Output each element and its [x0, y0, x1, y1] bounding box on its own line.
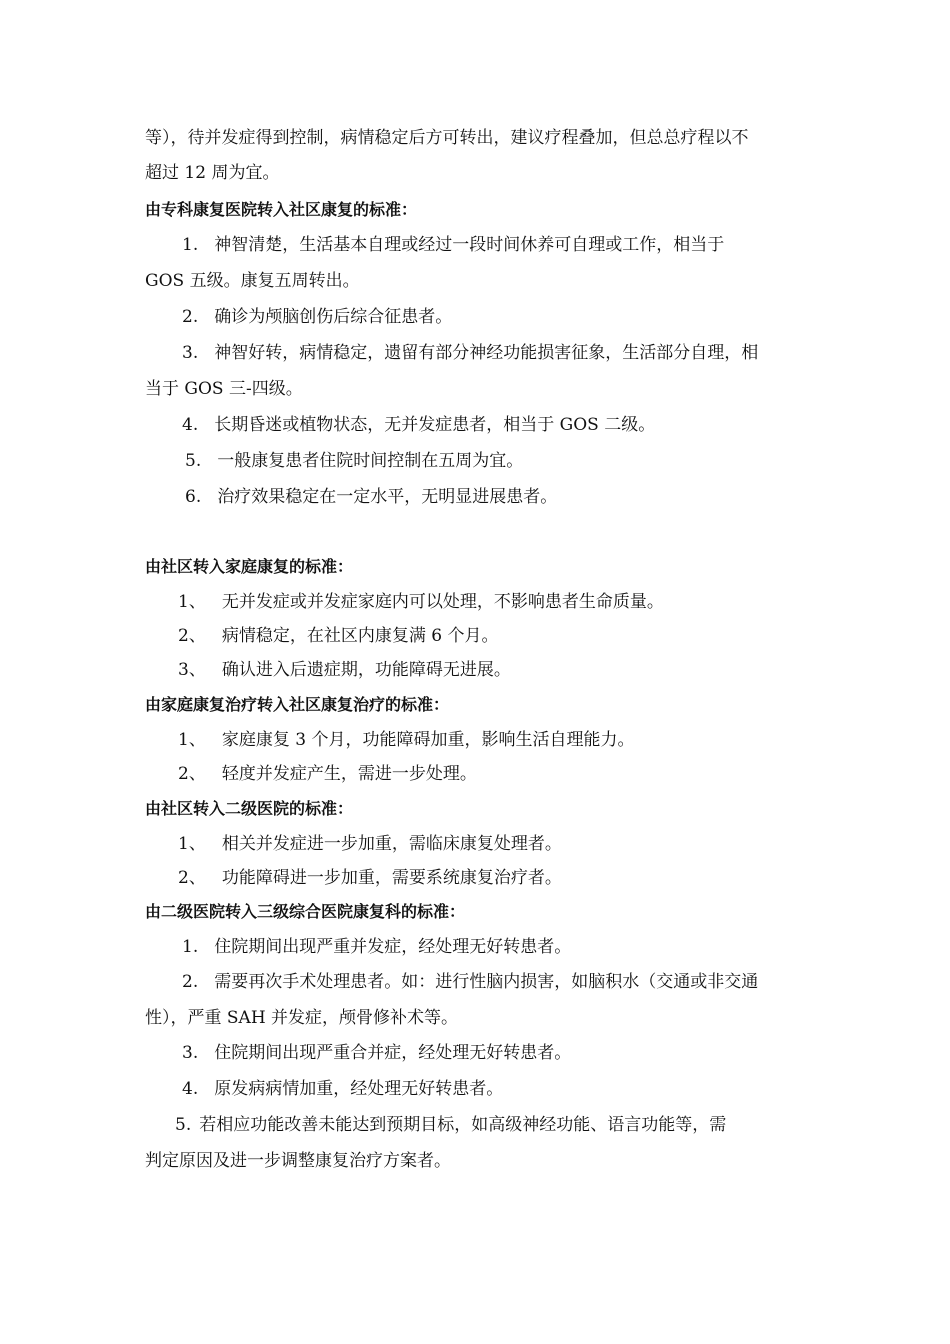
item-text: 相关并发症进一步加重，需临床康复处理者。	[221, 834, 562, 854]
list-item	[145, 305, 810, 329]
item-text: 神智好转，病情稳定，遗留有部分神经功能损害征象，生活部分自理，相	[214, 343, 759, 363]
item-text-continuation: GOS 五级。康复五周转出。	[145, 271, 360, 291]
item-number: 4.	[182, 1079, 199, 1099]
section-heading: 由家庭康复治疗转入社区康复治疗的标准：	[145, 695, 450, 714]
item-number: 1.	[182, 937, 199, 957]
list-item	[145, 590, 810, 614]
intro-line: 超过 12 周为宜。	[145, 163, 280, 183]
item-text: 家庭康复 3 个月，功能障碍加重，影响生活自理能力。	[221, 730, 635, 750]
item-text: 轻度并发症产生，需进一步处理。	[221, 764, 477, 784]
item-text-continuation: 性），严重 SAH 并发症，颅骨修补术等。	[145, 1008, 459, 1028]
list-item	[145, 485, 810, 509]
item-text: 住院期间出现严重合并症，经处理无好转患者。	[214, 1043, 572, 1063]
item-number: 1.	[182, 235, 199, 255]
list-item	[145, 1077, 810, 1101]
list-item	[145, 449, 810, 473]
item-number: 2.	[182, 307, 199, 327]
item-number: 5.	[175, 1115, 192, 1135]
item-text: 需要再次手术处理患者。如：进行性脑内损害，如脑积水（交通或非交通	[214, 972, 759, 992]
item-text: 病情稳定，在社区内康复满 6 个月。	[221, 626, 499, 646]
list-item	[145, 233, 810, 257]
list-item	[145, 970, 810, 994]
item-number: 4.	[182, 415, 199, 435]
section-heading: 由二级医院转入三级综合医院康复科的标准：	[145, 902, 466, 921]
list-item	[145, 1041, 810, 1065]
list-item	[145, 762, 810, 786]
list-item	[145, 728, 810, 752]
item-text: 长期昏迷或植物状态，无并发症患者，相当于 GOS 二级。	[214, 415, 656, 435]
item-number: 3、	[178, 660, 206, 680]
item-text: 住院期间出现严重并发症，经处理无好转患者。	[214, 937, 572, 957]
item-text: 无并发症或并发症家庭内可以处理，不影响患者生命质量。	[221, 592, 664, 612]
list-item	[145, 1113, 810, 1137]
item-text: 原发病病情加重，经处理无好转患者。	[214, 1079, 504, 1099]
intro-line: 等），待并发症得到控制，病情稳定后方可转出，建议疗程叠加，但总总疗程以不	[145, 128, 749, 148]
item-text: 确诊为颅脑创伤后综合征患者。	[214, 307, 453, 327]
section-heading: 由社区转入家庭康复的标准：	[145, 557, 354, 576]
item-text: 若相应功能改善未能达到预期目标，如高级神经功能、语言功能等，需	[199, 1115, 727, 1135]
item-number: 5.	[185, 451, 202, 471]
item-number: 2、	[178, 764, 206, 784]
item-number: 3.	[182, 343, 199, 363]
item-number: 1、	[178, 592, 206, 612]
item-text: 一般康复患者住院时间控制在五周为宜。	[217, 451, 524, 471]
item-text: 治疗效果稳定在一定水平，无明显进展患者。	[217, 487, 558, 507]
item-number: 2、	[178, 868, 206, 888]
item-number: 6.	[185, 487, 202, 507]
item-text-continuation: 判定原因及进一步调整康复治疗方案者。	[145, 1151, 451, 1171]
list-item	[145, 866, 810, 890]
list-item	[145, 341, 810, 365]
list-item	[145, 935, 810, 959]
list-item	[145, 413, 810, 437]
item-number: 3.	[182, 1043, 199, 1063]
item-number: 2.	[182, 972, 199, 992]
item-text: 神智清楚，生活基本自理或经过一段时间休养可自理或工作，相当于	[214, 235, 725, 255]
item-number: 1、	[178, 834, 206, 854]
section-heading: 由专科康复医院转入社区康复的标准：	[145, 200, 418, 219]
item-text: 功能障碍进一步加重，需要系统康复治疗者。	[221, 868, 562, 888]
list-item	[145, 658, 810, 682]
item-text: 确认进入后遗症期，功能障碍无进展。	[221, 660, 511, 680]
list-item	[145, 832, 810, 856]
list-item	[145, 624, 810, 648]
item-number: 1、	[178, 730, 206, 750]
item-number: 2、	[178, 626, 206, 646]
section-heading: 由社区转入二级医院的标准：	[145, 799, 354, 818]
item-text-continuation: 当于 GOS 三-四级。	[145, 379, 303, 399]
